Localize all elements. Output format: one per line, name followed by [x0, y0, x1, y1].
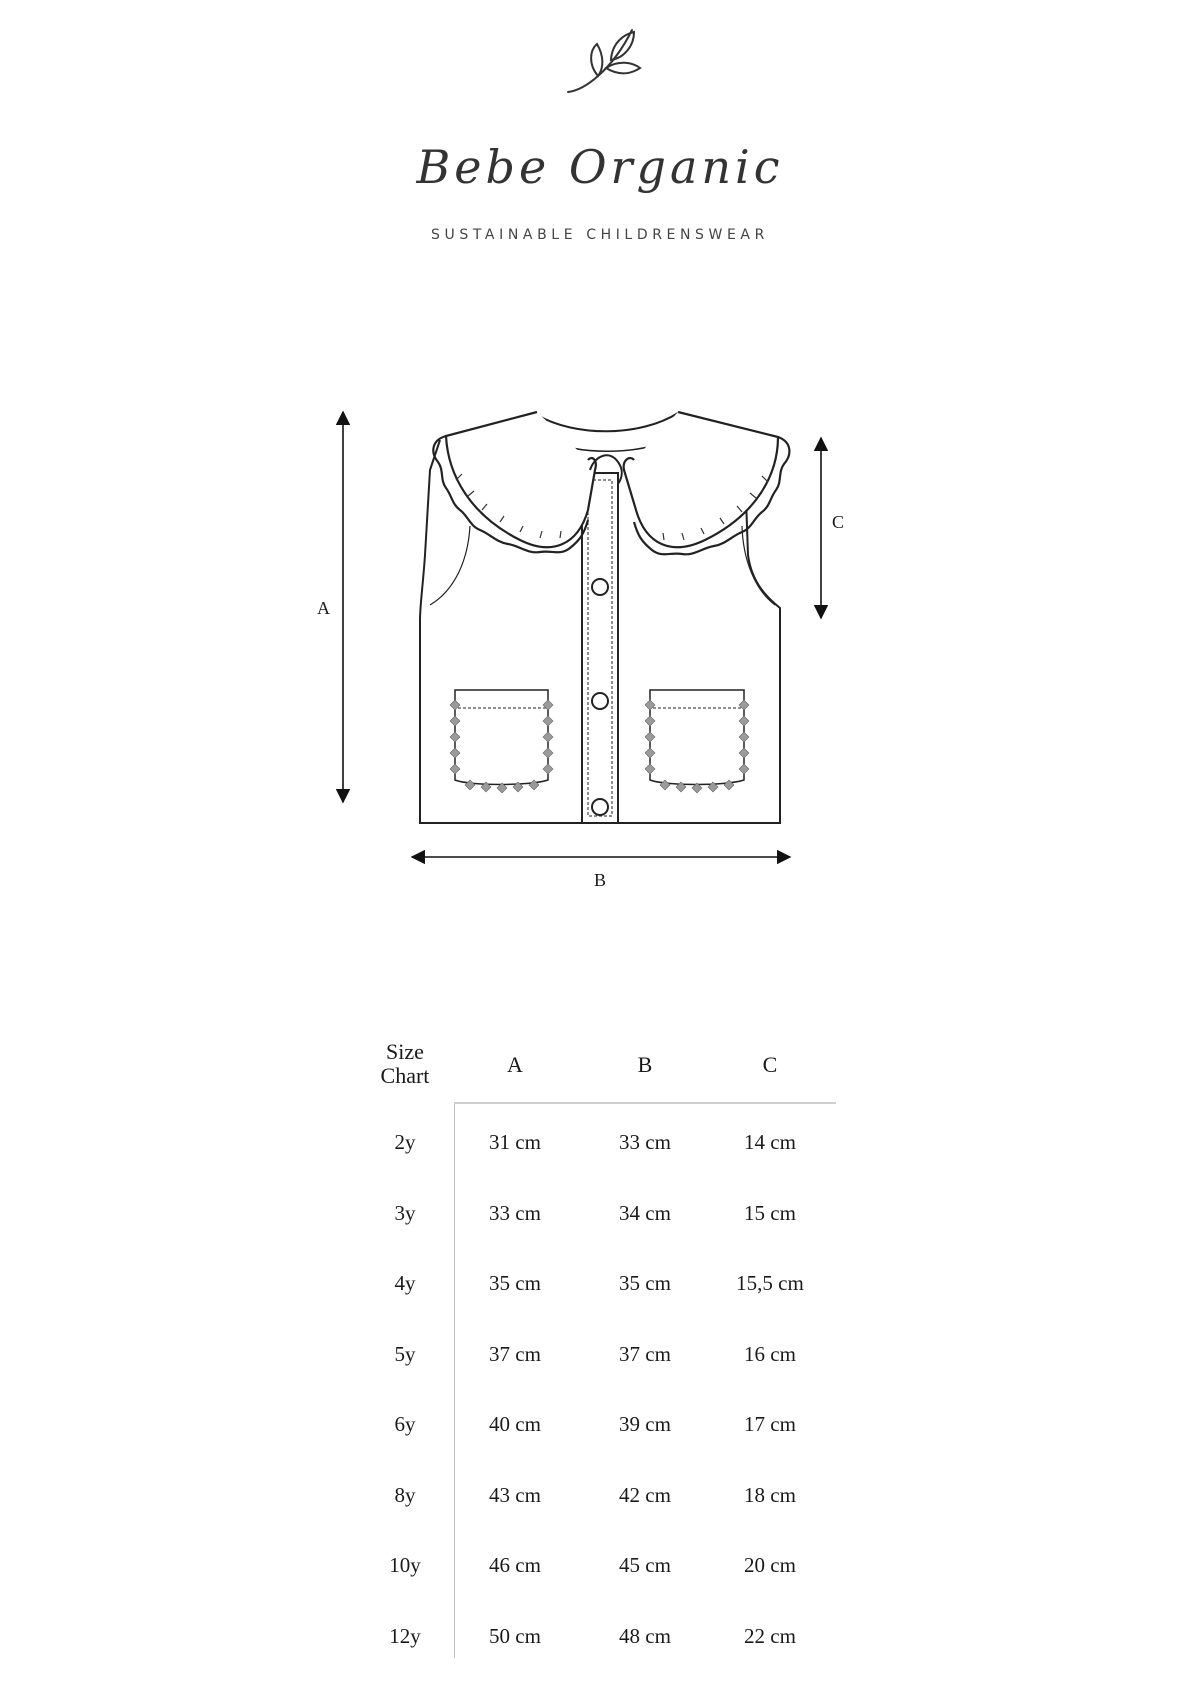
header-b: B	[637, 1052, 653, 1077]
garment-diagram	[0, 380, 1200, 900]
dimension-a-label: A	[317, 598, 330, 618]
header-c: C	[762, 1052, 778, 1077]
table-divider-vertical	[454, 1102, 455, 1658]
brand-tagline: SUSTAINABLE CHILDRENSWEAR	[431, 227, 769, 243]
size-chart-table	[360, 1040, 840, 1660]
measurement-cell-c: 16 cm	[744, 1341, 796, 1366]
measurement-cell-b: 39 cm	[619, 1412, 671, 1436]
measurement-cell-b: 45 cm	[619, 1553, 671, 1577]
ruffle-collar	[433, 412, 789, 554]
measurement-cell-b: 33 cm	[619, 1130, 671, 1154]
buttons	[592, 579, 608, 815]
measurement-cell-c: 15,5 cm	[736, 1271, 804, 1295]
measurement-cell-a: 33 cm	[489, 1200, 541, 1225]
header-size-chart	[360, 1040, 450, 1088]
dimension-b-label: B	[594, 870, 607, 890]
measurement-cell-a: 35 cm	[489, 1271, 541, 1295]
measurement-cell-a: 50 cm	[489, 1623, 541, 1648]
brand-name: Bebe Organic	[416, 140, 784, 194]
measurement-cell-c: 20 cm	[744, 1553, 796, 1577]
leaf-icon	[0, 20, 1200, 130]
measurement-cell-b: 37 cm	[619, 1341, 671, 1366]
size-cell: 8y	[394, 1482, 416, 1507]
table-divider-horizontal	[454, 1102, 836, 1104]
size-cell: 12y	[389, 1623, 421, 1648]
pocket-trim	[450, 700, 749, 793]
header-size-line1: Size	[386, 1039, 424, 1064]
size-cell: 4y	[394, 1271, 416, 1295]
measurement-cell-c: 14 cm	[744, 1130, 796, 1154]
measurement-cell-c: 22 cm	[744, 1623, 796, 1648]
measurement-cell-a: 40 cm	[489, 1412, 541, 1436]
size-cell: 5y	[394, 1341, 416, 1366]
measurement-cell-c: 17 cm	[744, 1412, 796, 1436]
measurement-cell-b: 35 cm	[619, 1271, 671, 1295]
measurement-cell-b: 48 cm	[619, 1623, 671, 1648]
size-cell: 10y	[389, 1553, 421, 1577]
dimension-c-label: C	[832, 512, 845, 532]
measurement-cell-c: 15 cm	[744, 1200, 796, 1225]
measurement-cell-a: 43 cm	[489, 1482, 541, 1507]
brand-logo	[0, 20, 1200, 243]
size-cell: 6y	[394, 1412, 416, 1436]
size-cell: 2y	[394, 1130, 416, 1154]
header-size-line2: Chart	[380, 1063, 430, 1088]
measurement-cell-c: 18 cm	[744, 1482, 796, 1507]
measurement-cell-a: 31 cm	[489, 1130, 541, 1154]
measurement-cell-b: 34 cm	[619, 1200, 671, 1225]
measurement-cell-a: 46 cm	[489, 1553, 541, 1577]
header-a: A	[507, 1052, 523, 1077]
size-cell: 3y	[394, 1200, 416, 1225]
measurement-cell-b: 42 cm	[619, 1482, 671, 1507]
measurement-cell-a: 37 cm	[489, 1341, 541, 1366]
